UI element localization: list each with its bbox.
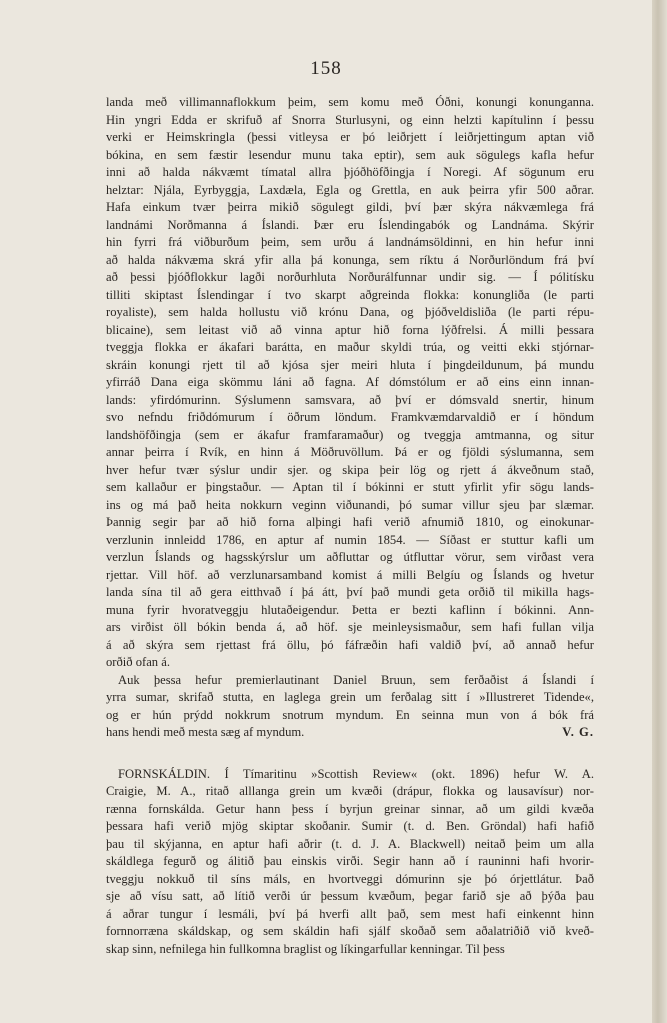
text-line: að halda nákvæma skrá yfir alla þá konunga, sem ríktu á Norðurlöndum frá því	[106, 252, 594, 267]
text-line: hans hendi með mesta sæg af myndum. V. G.	[106, 724, 594, 742]
text-line: sje að vísu satt, að lítið verði úr þessum kvæðum, þegar farið sje að þýða þau	[106, 889, 594, 903]
text-line: skap sinn, nefnilega hin fullkomna braglist og líkingarfullar kenningar. Til þess	[106, 941, 505, 956]
signature: V. G.	[562, 725, 594, 739]
text-line: yfirráð Dana eiga skömmu láni að fagna. Af dómstólum er að eins einn innan-	[106, 375, 594, 389]
text-line: FORNSKÁLDIN. Í Tímaritinu »Scottish Review« (okt. 1896) hefur W. A.	[118, 766, 594, 781]
text-line: rænna fornskálda. Getur hann þess í byrjun greinar sinnar, að um gildi kvæða	[106, 801, 594, 816]
text-line: landnámi Norðmanna á Íslandi. Þær eru Íslendingabók og Landnáma. Skýrir	[106, 217, 594, 232]
text-line: tilliti skiptast Íslendingar í tvo skarpt aðgreinda flokka: konungliða (le parti	[106, 287, 594, 302]
section-gap	[106, 742, 594, 766]
text-line: verki er Heimskringla (þessi vitleysa er þó leiðrjett í leiðrjettingum aptan við	[106, 130, 594, 144]
page-edge	[652, 0, 667, 1023]
paragraph-fornskaldin	[106, 766, 594, 959]
text-line: svo nefndu friðdómurum í öðrum löndum. Framkvæmdarvaldið er í höndum	[106, 410, 594, 424]
text-line: ars virðist öll bókin benda á, að höf. sje meinleysismaður, sem hafi fullan vilja	[106, 620, 594, 634]
text-line: blicaine), sem leitast við að vinna aptur hið forna lýðfrelsi. Á milli þessara	[106, 322, 594, 337]
text-line: landa með villimannaflokkum þeim, sem komu með Óðni, konungi konunganna.	[106, 95, 594, 109]
text-line: á aðrar tungur í lesmáli, því þá hverfi allt það, sem mest hafi einkennt hinn	[106, 906, 594, 921]
text-line: sem kallaður er þingstaður. — Aptan til í bókinni er stutt yfirlit yfir sögu lands-	[106, 480, 594, 494]
text-line: Hin yngri Edda er skrifuð af Snorra Sturlusyni, og einn helzti kapítulinn í þessu	[106, 112, 594, 127]
text-line: verzlun Íslands og hagsskýrslur um aðfluttar og útfluttar vörur, sem virðast vera	[106, 550, 594, 564]
text-line: helztar: Njála, Eyrbyggja, Laxdæla, Egla og Grettla, en auk þeirra yfir 500 aðrar.	[106, 182, 594, 197]
text-line: annar þeirra í Rvík, en hinn á Möðruvöllum. Þá er og fjöldi sýslumanna, sem	[106, 445, 594, 459]
text-line: lands: yfirdómurinn. Sýslumenn samsvara, að því er dómsvald snertir, hinum	[106, 392, 594, 407]
text-line: skáldlega fegurð og álitið þau einskis virði. Segir hann að í rauninni hafi hvorir-	[106, 854, 594, 868]
text-line: orðið ofan á.	[106, 655, 170, 669]
text-line: Þannig segir þar að hið forna alþingi hafi verið afnumið 1810, og einokunar-	[106, 515, 594, 529]
paragraph-bruun	[106, 672, 594, 742]
page-number: 158	[310, 58, 342, 79]
text-line: skráin konungi rjett til að kjósa sjer meiri hluta í þingdeildunum, þá mundu	[106, 357, 594, 372]
text-line: Craigie, M. A., ritað alllanga grein um kvæði (drápur, flokka og lausavísur) nor-	[106, 784, 594, 798]
paragraph-review	[106, 94, 594, 672]
text-line: Hafa einkum tvær þeirra mikið sögulegt gildi, því þær skýra nákvæmlega frá	[106, 200, 594, 214]
text-line: fornnorræna skáldskap, og sem skáldin hafi sjálf skoðað sem aðalatriðið við kveð-	[106, 924, 594, 938]
text-line: muna fyrir hvoratveggju hlutaðeigendur. Þetta er bezti kaflinn í bókinni. Ann-	[106, 602, 594, 617]
text-line: þau til skýjanna, en aptur hafi aðrir (t. d. J. A. Blackwell) neitað þeim um alla	[106, 836, 594, 851]
text-line: Auk þessa hefur premierlautinant Daniel Bruun, sem ferðaðist á Íslandi í	[118, 672, 594, 687]
text-line: hver hefur tvær sýslur undir sjer. og skipa þeir lög og rjett á ákveðnum stað,	[106, 462, 594, 477]
text-line: tveggju nokkuð til síns máls, en hvortveggi dómurinn sje þó órjettlátur. Það	[106, 871, 594, 886]
text-line: og er hún prýdd nokkrum snotrum myndum. En seinna mun von á bók frá	[106, 707, 594, 722]
text-line: að þessi þjóðflokkur lagði norðurhluta Norðurálfunnar undir sig. — Í pólitísku	[106, 270, 594, 284]
text-line: landa sína til að gera eitthvað í þá átt, því það mundi geta orðið til mikilla hags-	[106, 585, 594, 599]
text-line: rjettar. Vill höf. að verzlunarsamband komist á milli Belgíu og Íslands og hvetur	[106, 567, 594, 582]
body-text	[106, 94, 594, 958]
text-line: landshöfðingja (sem er ákafur framfaramaður) og tveggja amtmanna, og situr	[106, 427, 594, 442]
text-line: tveggja flokka er ákafari barátta, en maður skyldi trúa, og veitti ekki stjórnar-	[106, 340, 594, 354]
text-line: inni að halda nákvæmt tímatal allra þjóðhöfðingja í Noregi. Af sögunum eru	[106, 165, 594, 179]
text-line: yrra sumar, skrifað stutta, en laglega grein um ferðalag sitt í »Illustreret Tidende«,	[106, 690, 594, 704]
text-line: á að skýra sem rjettast frá öllu, þó fáfræðin hafi valdið því, að annað hefur	[106, 637, 594, 652]
text-line: bókina, en sem fæstir lesendur munu taka eptir), sem auk sögulegs kafla hefur	[106, 147, 594, 162]
text-line: ins og má það heita nokkurn veginn viðunandi, þó sumar villur sjeu þar slæmar.	[106, 497, 594, 512]
text-line: hin fyrri frá viðburðum þeim, sem urðu á landnámsöldinni, en hin hefur inni	[106, 235, 594, 249]
text-line: þessara hafi verið mjög skiptar skoðanir. Sumir (t. d. Ben. Gröndal) hafi hafið	[106, 819, 594, 833]
text-line: royaliste), sem halda hollustu við krónu Dana, og þjóðveldisliða (le parti répu-	[106, 305, 594, 319]
text-line: verzlunin innleidd 1786, en aptur af numin 1854. — Síðast er stuttur kafli um	[106, 532, 594, 547]
